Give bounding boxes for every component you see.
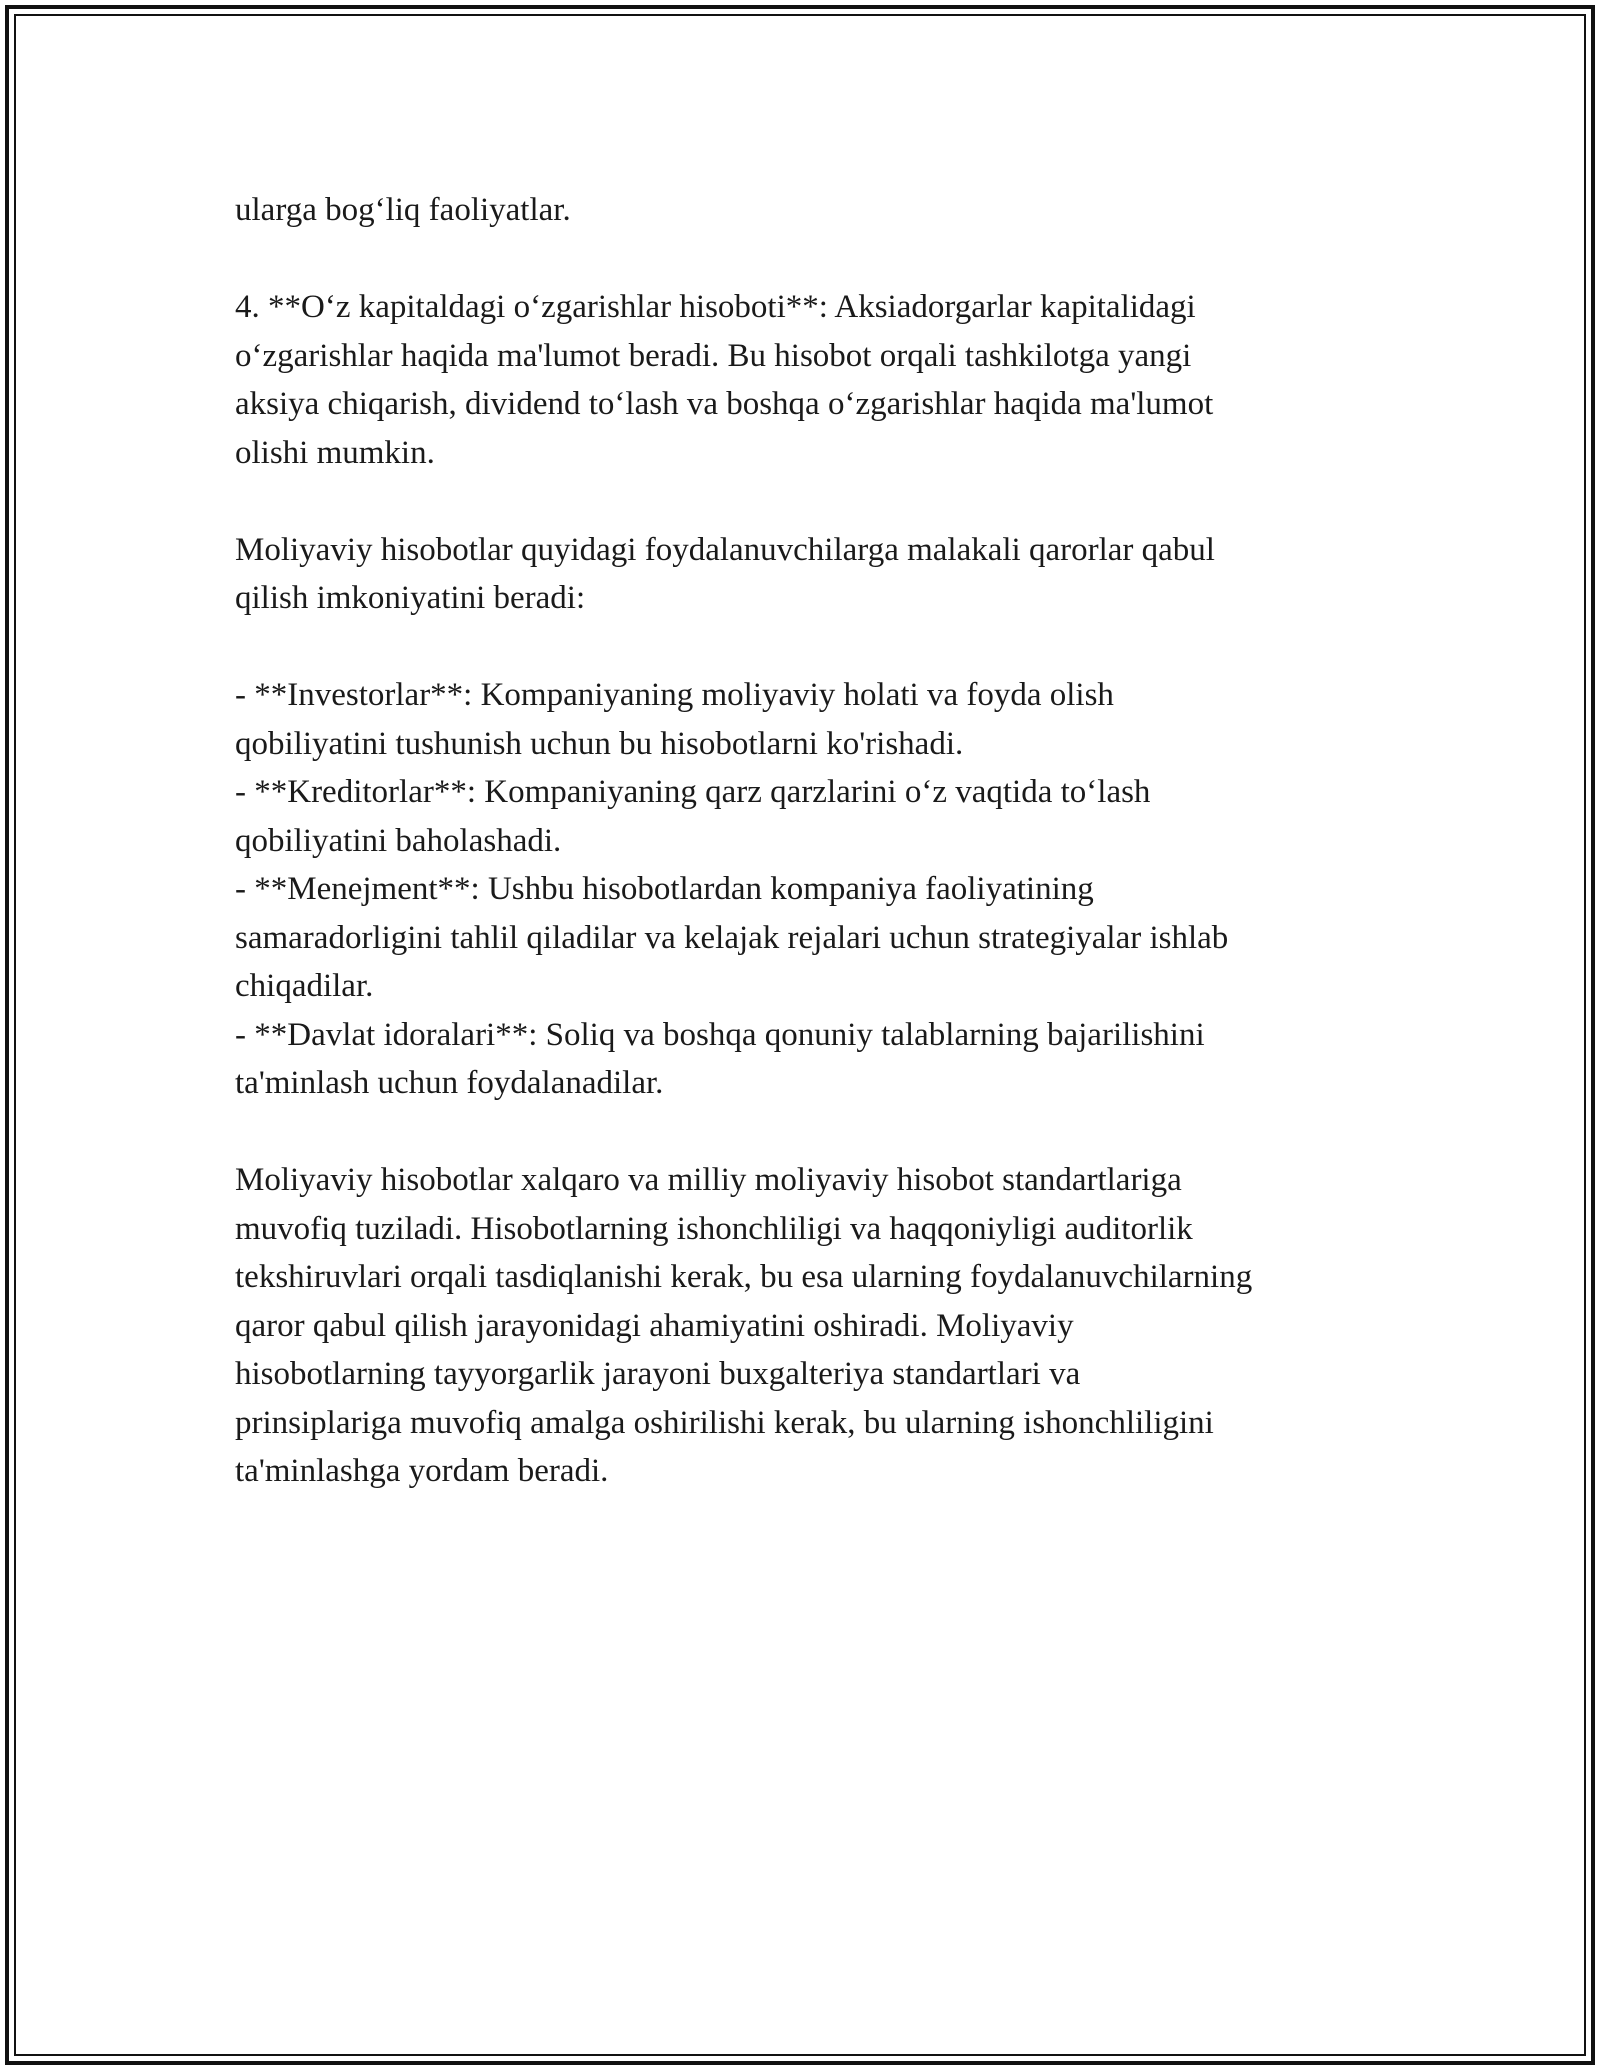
text-line: qilish imkoniyatini beradi: — [235, 580, 586, 616]
text-line: ularga bog‘liq faoliyatlar. — [235, 192, 571, 228]
paragraph-gap — [235, 235, 1385, 284]
paragraph-gap — [235, 1108, 1385, 1157]
list-item-line: ta'minlash uchun foydalanadilar. — [235, 1065, 664, 1101]
list-item-line: - **Davlat idoralari**: Soliq va boshqa qonuniy talablarning bajarilishini — [235, 1016, 1205, 1053]
text-line: 4. **O‘z kapitaldagi o‘zgarishlar hisoboti**: Aksiadorgarlar kapitalidagi — [235, 289, 1196, 325]
text-line: ta'minlashga yordam beradi. — [235, 1453, 609, 1489]
paragraph-equity-statement — [235, 283, 1385, 477]
text-line: Moliyaviy hisobotlar xalqaro va milliy moliyaviy hisobot standartlariga — [235, 1162, 1182, 1198]
paragraph-gap — [235, 623, 1385, 672]
paragraph-standards — [235, 1156, 1385, 1496]
paragraph-gap — [235, 477, 1385, 526]
list-item-line: qobiliyatini tushunish uchun bu hisobotlarni ko'rishadi. — [235, 725, 964, 762]
list-item-line: - **Menejment**: Ushbu hisobotlardan kompaniya faoliyatining — [235, 871, 1094, 907]
text-line: muvofiq tuziladi. Hisobotlarning ishonchliligi va haqqoniyligi auditorlik — [235, 1210, 1193, 1247]
list-item-line: samaradorligini tahlil qiladilar va kelajak rejalari uchun strategiyalar ishlab — [235, 919, 1229, 956]
paragraph-continuation — [235, 186, 1385, 235]
paragraph-users-intro — [235, 526, 1385, 623]
text-line: qaror qabul qilish jarayonidagi ahamiyatini oshiradi. Moliyaviy — [235, 1307, 1074, 1344]
text-line: aksiya chiqarish, dividend to‘lash va boshqa o‘zgarishlar haqida ma'lumot — [235, 386, 1214, 422]
list-item-line: qobiliyatini baholashadi. — [235, 822, 562, 859]
text-line: hisobotlarning tayyorgarlik jarayoni buxgalteriya standartlari va — [235, 1356, 1081, 1392]
document-body — [235, 186, 1385, 1496]
paragraph-users-list — [235, 671, 1385, 1108]
text-line: olishi mumkin. — [235, 434, 435, 471]
text-line: tekshiruvlari orqali tasdiqlanishi kerak, bu esa ularning foydalanuvchilarning — [235, 1259, 1253, 1295]
text-line: prinsiplariga muvofiq amalga oshirilishi kerak, bu ularning ishonchliligini — [235, 1404, 1214, 1441]
list-item-line: - **Kreditorlar**: Kompaniyaning qarz qarzlarini o‘z vaqtida to‘lash — [235, 774, 1151, 810]
list-item-line: chiqadilar. — [235, 968, 374, 1004]
text-line: Moliyaviy hisobotlar quyidagi foydalanuvchilarga malakali qarorlar qabul — [235, 531, 1215, 568]
list-item-line: - **Investorlar**: Kompaniyaning moliyaviy holati va foyda olish — [235, 677, 1114, 713]
text-line: o‘zgarishlar haqida ma'lumot beradi. Bu hisobot orqali tashkilotga yangi — [235, 337, 1192, 374]
